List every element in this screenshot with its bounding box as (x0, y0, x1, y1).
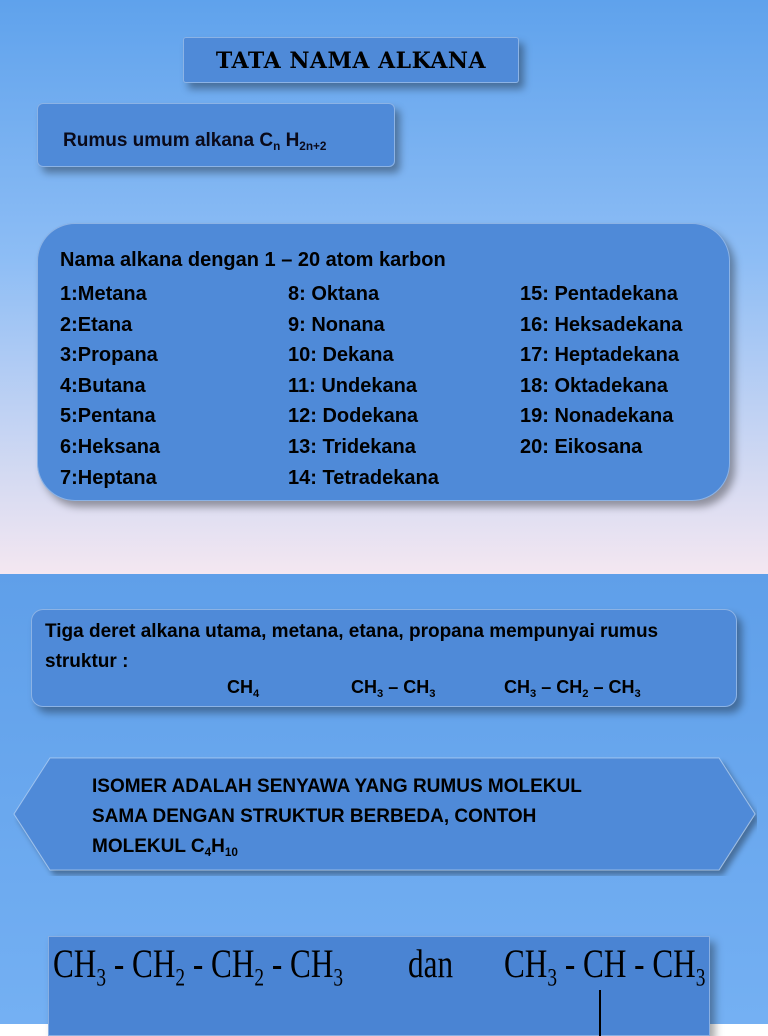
methane-formula: $CH_4$ (227, 677, 260, 700)
page-title: TATA NAMA ALKANA (183, 37, 519, 83)
list-item: 17: Heptadekana (520, 344, 679, 367)
list-item: 12: Dodekana (288, 405, 419, 428)
n-butane-formula: $CH_3 - CH_2 - CH_2 - CH_3$ (53, 941, 344, 992)
list-item: 18: Oktadekana (520, 374, 668, 397)
list-item: 10: Dekana (288, 344, 394, 367)
list-item: 14: Tetradekana (288, 466, 439, 489)
conjunction-dan: dan (408, 941, 454, 986)
alkane-names-box (37, 223, 730, 501)
list-item: 9: Nonana (288, 313, 385, 336)
isobutane-formula: $CH_3$ - CH - $CH_3$ (504, 941, 706, 992)
list-item: 11: Undekana (288, 374, 417, 397)
list-item: 15: Pentadekana (520, 283, 678, 305)
list-item: 8: Oktana (288, 283, 380, 305)
general-formula: Rumus umum alkana $C_n$ $H_{2n+2}$ (63, 130, 327, 154)
general-formula-box (37, 103, 395, 167)
list-item: 2:Etana (60, 313, 133, 336)
list-item: 3:Propana (60, 344, 158, 367)
isomer-example-box (48, 936, 710, 1036)
structure-description: Tiga deret alkana utama, metana, etana, propana mempunyai rumus struktur : (45, 621, 659, 672)
list-item: 20: Eikosana (520, 435, 643, 458)
list-item: 16: Heksadekana (520, 313, 683, 336)
propane-formula: $CH_3 - CH_2 - CH_3$ (504, 677, 641, 700)
isomer-definition-box (12, 756, 757, 876)
list-item: 6:Heksana (60, 435, 161, 458)
slide-2 (0, 574, 768, 1024)
ethane-formula: $CH_3 - CH_3$ (351, 677, 436, 700)
alkane-column-1 (60, 279, 160, 493)
list-item: 5:Pentana (60, 405, 156, 428)
list-item: 7:Heptana (60, 466, 157, 489)
list-item: 19: Nonadekana (520, 405, 674, 428)
alkane-list-heading: Nama alkana dengan 1 – 20 atom karbon (60, 249, 446, 271)
isomer-definition-text: ISOMER ADALAH SENYAWA YANG RUMUS MOLEKUL SAMA DENGAN STRUKTUR BERBEDA, CONTOH MOLEKUL $C_4H_{10}$ (92, 776, 582, 860)
structure-formula-box (31, 609, 737, 707)
alkane-column-3 (520, 279, 682, 463)
branch-bond-line (599, 990, 601, 1036)
list-item: 4:Butana (60, 374, 146, 397)
alkane-column-2 (288, 279, 439, 493)
list-item: 1:Metana (60, 283, 147, 305)
list-item: 13: Tridekana (288, 435, 416, 458)
